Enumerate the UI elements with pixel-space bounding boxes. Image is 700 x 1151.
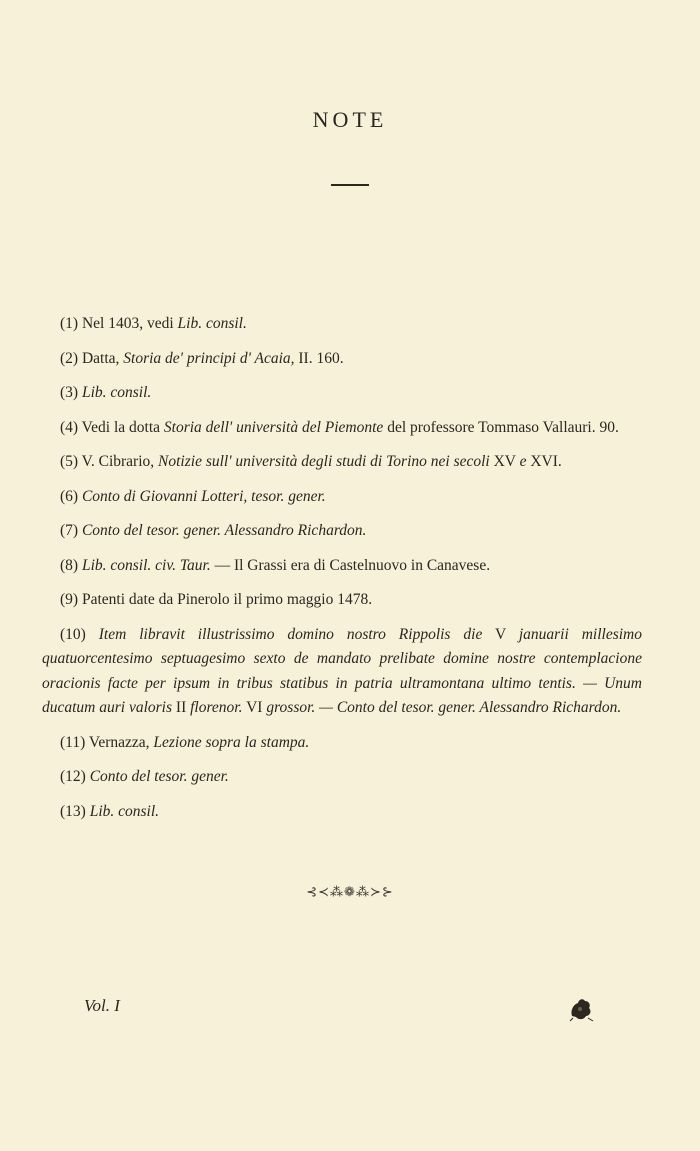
note-item [42,623,642,721]
note-item [42,588,642,613]
note-citation-italic: Storia de' principi d' Acaia, [123,349,295,367]
note-citation-italic: Lib. consil. [81,384,152,401]
note-text: Vedi la dotta [78,418,164,436]
note-item [42,554,642,579]
note-text: V. Cibrario, [78,453,159,470]
note-citation-italic: e [519,453,527,470]
note-citation-italic: Lib. consil. [177,315,247,332]
note-text: Nel 1403, vedi [78,315,178,332]
note-text: II. 160. [294,349,344,367]
note-number: (4) [60,418,79,436]
note-citation-italic: Lezione sopra la stampa. [153,733,310,751]
note-citation-italic: Conto di Giovanni Lotteri, tesor. gener. [81,487,326,505]
note-number: (11) [60,733,86,751]
note-number: (13) [60,802,86,820]
note-citation-italic: januarii millesimo quatuorcentesimo septuagesimo sexto de mandato prelibate domine nostre contemplacione oracionis facte per ipsum in tribus statibus in patria ultramontana ultimo tentis. — Unum ducatum auri valoris [42,625,642,716]
note-number: (3) [60,384,79,401]
note-citation-italic: Conto del tesor. gener. [89,768,229,785]
note-item [42,416,642,441]
note-number: (12) [60,768,86,785]
note-number: (8) [60,556,79,574]
note-text: II [172,699,191,716]
note-citation-italic: grossor. — Conto del tesor. gener. Alessandro Richardon. [266,699,622,716]
note-citation-italic: Storia dell' università del Piemonte [163,418,384,436]
note-number: (1) [60,315,79,332]
note-item [42,347,642,372]
note-item [42,485,642,510]
ornament-divider: ⊰≺⁂❁⁂≻⊱ [306,884,394,899]
note-number: (10) [60,625,86,643]
note-citation-italic: Lib. consil. [89,802,160,820]
note-citation-italic: Conto del tesor. gener. Alessandro Richardon. [81,522,367,539]
library-stamp-icon [566,994,596,1024]
note-citation-italic: Notizie sull' università degli studi di Torino nei secoli [158,453,490,470]
note-text: Datta, [78,349,124,367]
note-text: XVI. [526,453,562,470]
volume-label: Vol. I [84,996,120,1015]
note-item [42,731,642,756]
note-number: (6) [60,487,79,505]
note-text: del professore Tommaso Vallauri. 90. [383,418,619,436]
note-item [42,765,642,790]
note-item [42,800,642,825]
note-text: Vernazza, [85,733,154,751]
note-number: (2) [60,349,79,367]
note-item [42,312,642,337]
note-citation-italic: Item libravit illustrissimo domino nostro Rippolis die [98,625,483,643]
note-item [42,519,642,544]
note-text: VI [242,699,267,716]
note-number: (5) [60,453,79,470]
note-text: XV [489,453,520,470]
note-text [86,626,99,643]
note-text: V [482,625,519,643]
note-number: (9) [60,591,79,608]
note-item [42,381,642,406]
note-text: Patenti date da Pinerolo il primo maggio 1478. [78,591,373,608]
note-number: (7) [60,522,79,539]
title-rule [331,184,369,186]
notes-list [42,312,642,834]
page-title: NOTE [312,106,388,132]
note-text: — Il Grassi era di Castelnuovo in Canavese. [210,556,491,574]
note-citation-italic: Lib. consil. civ. Taur. [81,556,211,574]
note-item [42,450,642,475]
note-citation-italic: florenor. [190,699,243,716]
